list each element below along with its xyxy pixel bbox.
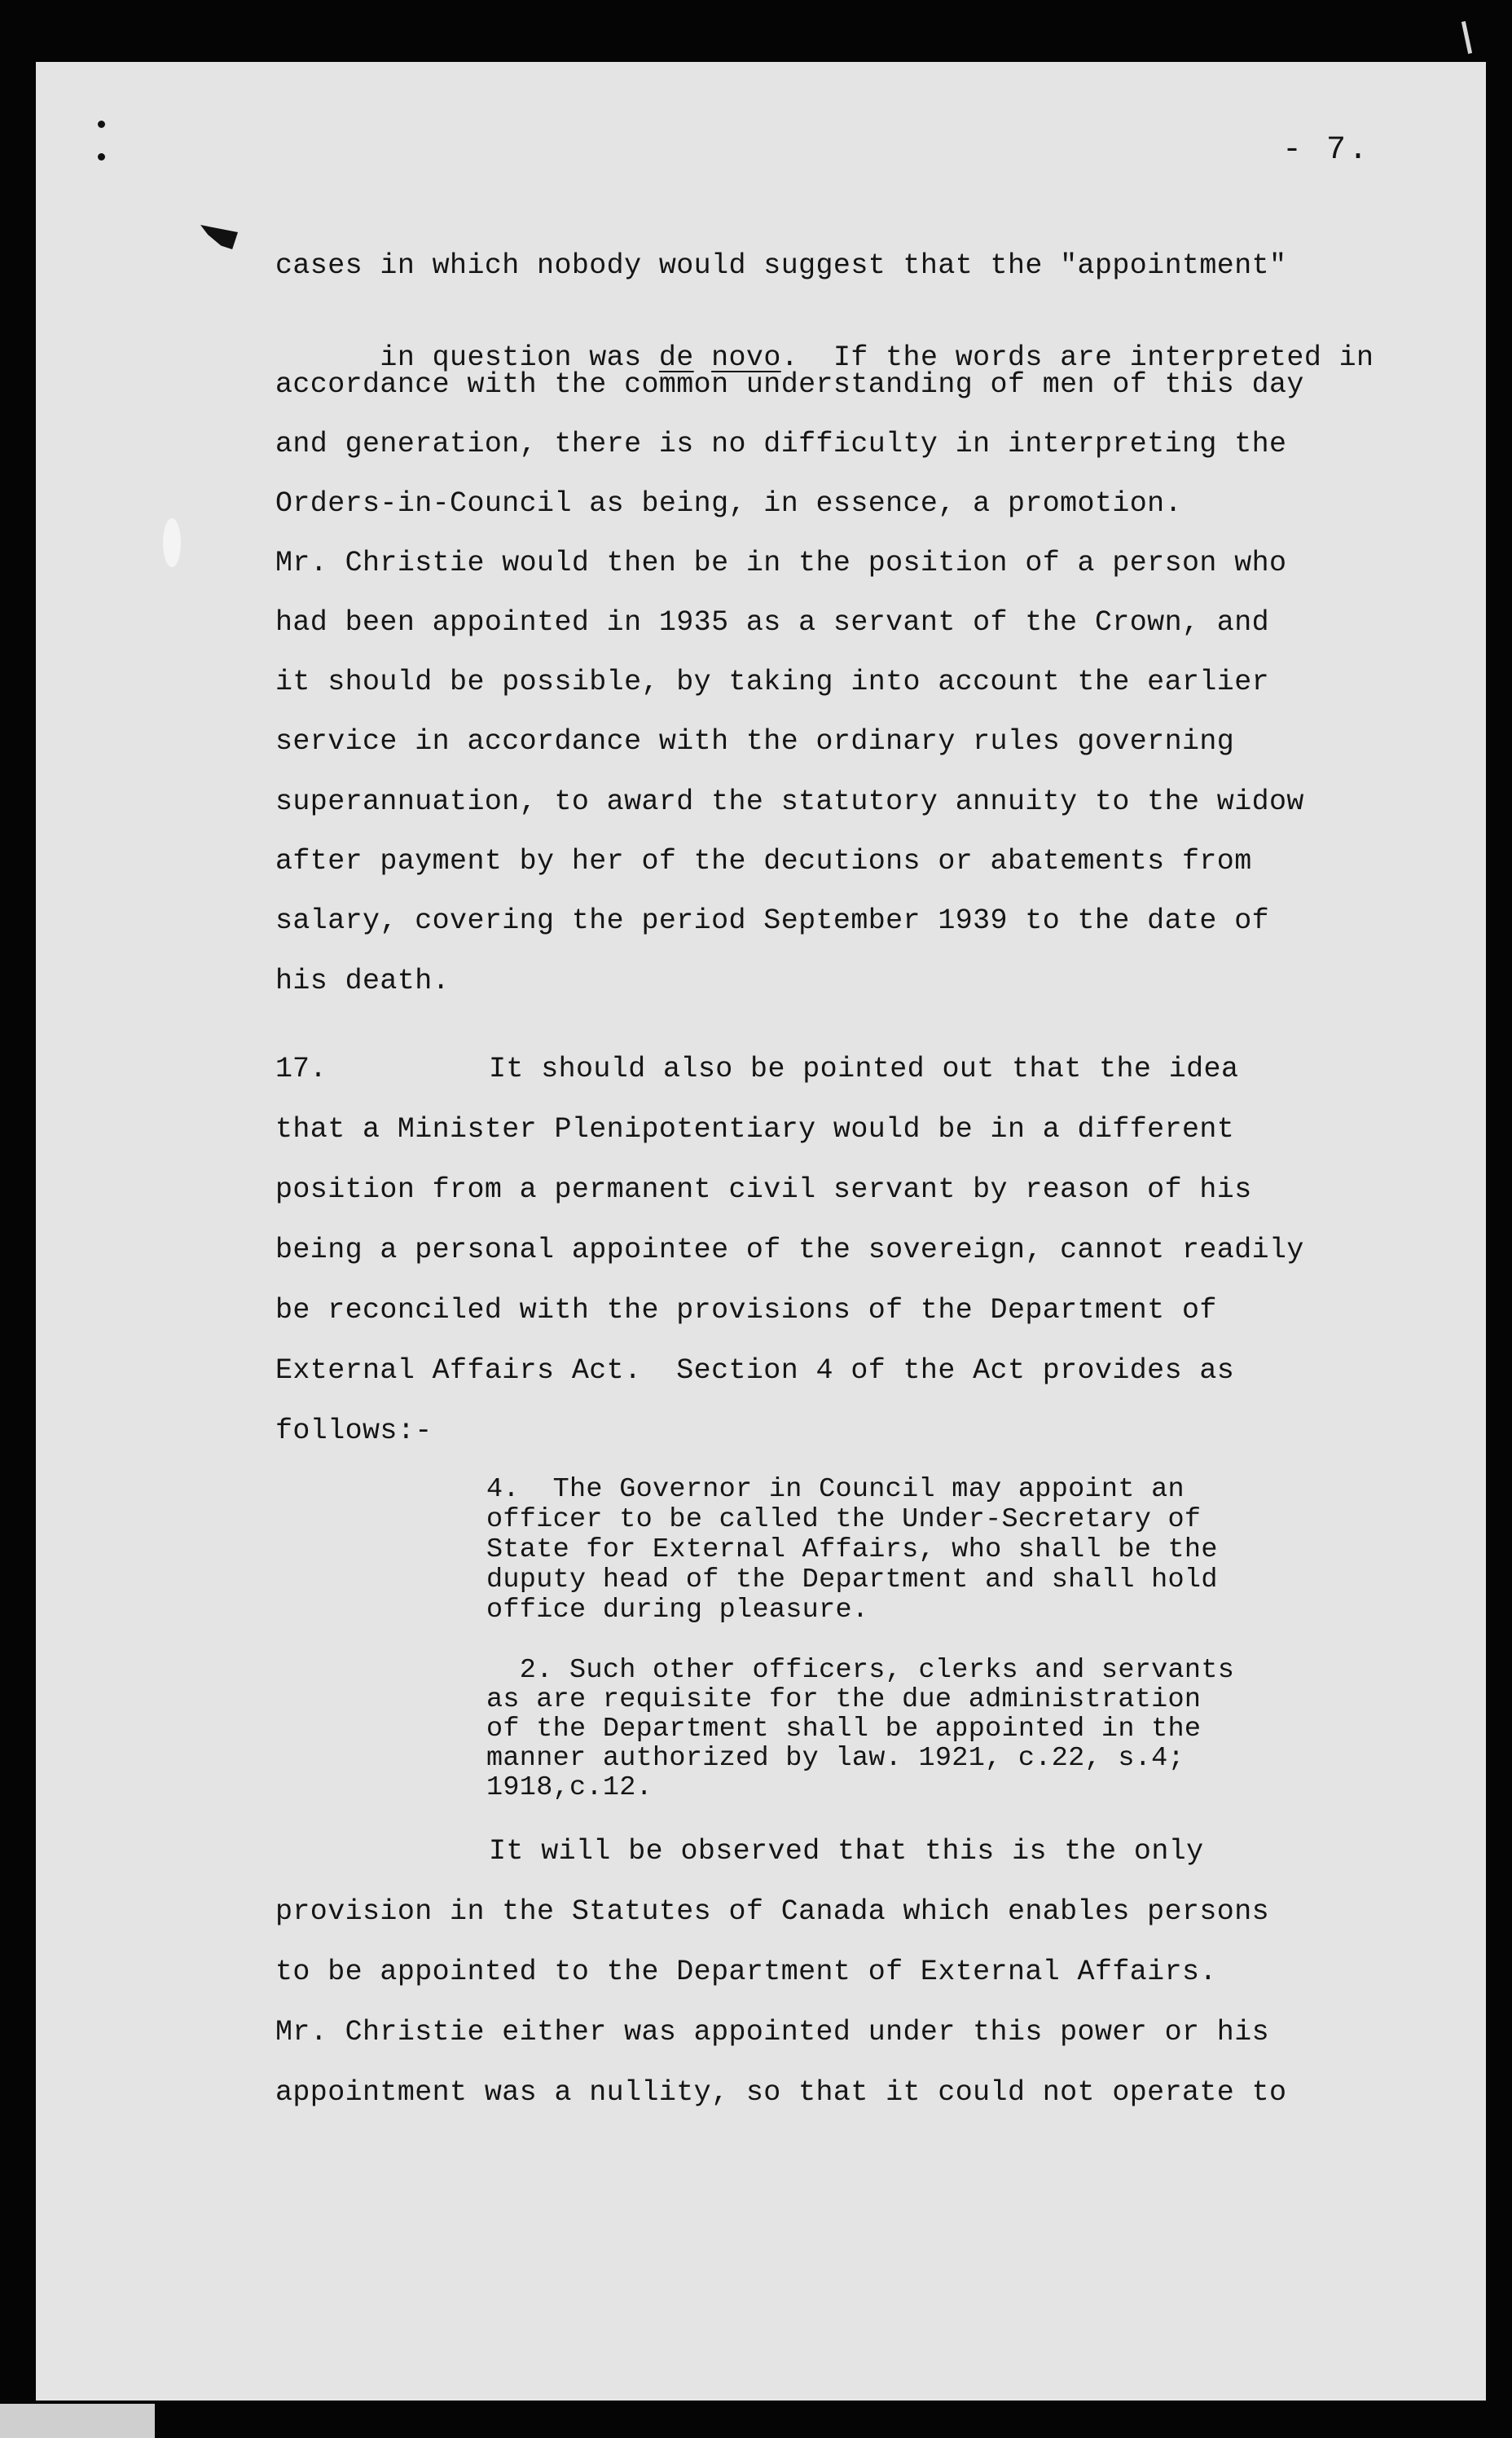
body-line: Mr. Christie would then be in the position of a person who <box>275 547 1287 579</box>
quoted-statute-line: of the Department shall be appointed in the <box>486 1714 1202 1745</box>
body-line: be reconciled with the provisions of the Department of <box>275 1294 1217 1327</box>
scan-artifact <box>1461 21 1472 54</box>
body-line: accordance with the common understanding of men of this day <box>275 368 1304 401</box>
text-run: in question was <box>380 341 659 374</box>
body-line: provision in the Statutes of Canada which enables persons <box>275 1895 1269 1928</box>
body-line: after payment by her of the decutions or abatements from <box>275 845 1252 878</box>
scan-artifact <box>98 153 105 161</box>
body-line: Mr. Christie either was appointed under this power or his <box>275 2016 1269 2049</box>
quoted-statute-line: duputy head of the Department and shall hold <box>486 1564 1218 1595</box>
quoted-statute-line: 4. The Governor in Council may appoint an <box>486 1474 1185 1505</box>
quoted-statute-line: officer to be called the Under-Secretary of <box>486 1504 1202 1535</box>
quoted-statute-line: State for External Affairs, who shall be the <box>486 1534 1218 1565</box>
body-line: his death. <box>275 965 451 997</box>
body-line: service in accordance with the ordinary rules governing <box>275 725 1235 758</box>
text-run: . If the words are interpreted in <box>780 341 1374 374</box>
quoted-statute-line: office during pleasure. <box>486 1595 869 1626</box>
scan-artifact <box>200 225 238 249</box>
body-line: Orders-in-Council as being, in essence, a promotion. <box>275 487 1182 520</box>
scan-artifact <box>0 2404 155 2438</box>
paragraph-number: 17. <box>275 1053 327 1085</box>
body-line: superannuation, to award the statutory annuity to the widow <box>275 786 1304 818</box>
quoted-statute-line: as are requisite for the due administration <box>486 1684 1202 1715</box>
body-line: It should also be pointed out that the idea <box>489 1053 1239 1085</box>
body-line: External Affairs Act. Section 4 of the Act provides as <box>275 1354 1235 1387</box>
scan-artifact <box>163 518 181 567</box>
quoted-statute-line: 2. Such other officers, clerks and servants <box>486 1655 1235 1686</box>
underlined-term: novo <box>711 341 781 374</box>
body-line: to be appointed to the Department of External Affairs. <box>275 1956 1217 1988</box>
body-line: had been appointed in 1935 as a servant of the Crown, and <box>275 606 1269 639</box>
body-line: cases in which nobody would suggest that the "appointment" <box>275 249 1287 282</box>
body-line: being a personal appointee of the sovereign, cannot readily <box>275 1234 1304 1266</box>
body-line: follows:- <box>275 1415 433 1447</box>
scan-artifact <box>98 121 105 128</box>
underlined-term: de <box>658 341 694 374</box>
body-line: it should be possible, by taking into account the earlier <box>275 666 1269 698</box>
page-number: - 7. <box>1282 132 1371 169</box>
body-line: appointment was a nullity, so that it could not operate to <box>275 2076 1287 2109</box>
body-line: It will be observed that this is the only <box>489 1835 1204 1868</box>
document-page <box>36 62 1486 2401</box>
body-line: position from a permanent civil servant by reason of his <box>275 1173 1252 1206</box>
body-line: that a Minister Plenipotentiary would be in a different <box>275 1113 1235 1146</box>
body-line: salary, covering the period September 1939 to the date of <box>275 904 1269 937</box>
body-line: and generation, there is no difficulty in interpreting the <box>275 428 1287 460</box>
quoted-statute-line: manner authorized by law. 1921, c.22, s.4; <box>486 1743 1185 1774</box>
quoted-statute-line: 1918,c.12. <box>486 1772 653 1803</box>
